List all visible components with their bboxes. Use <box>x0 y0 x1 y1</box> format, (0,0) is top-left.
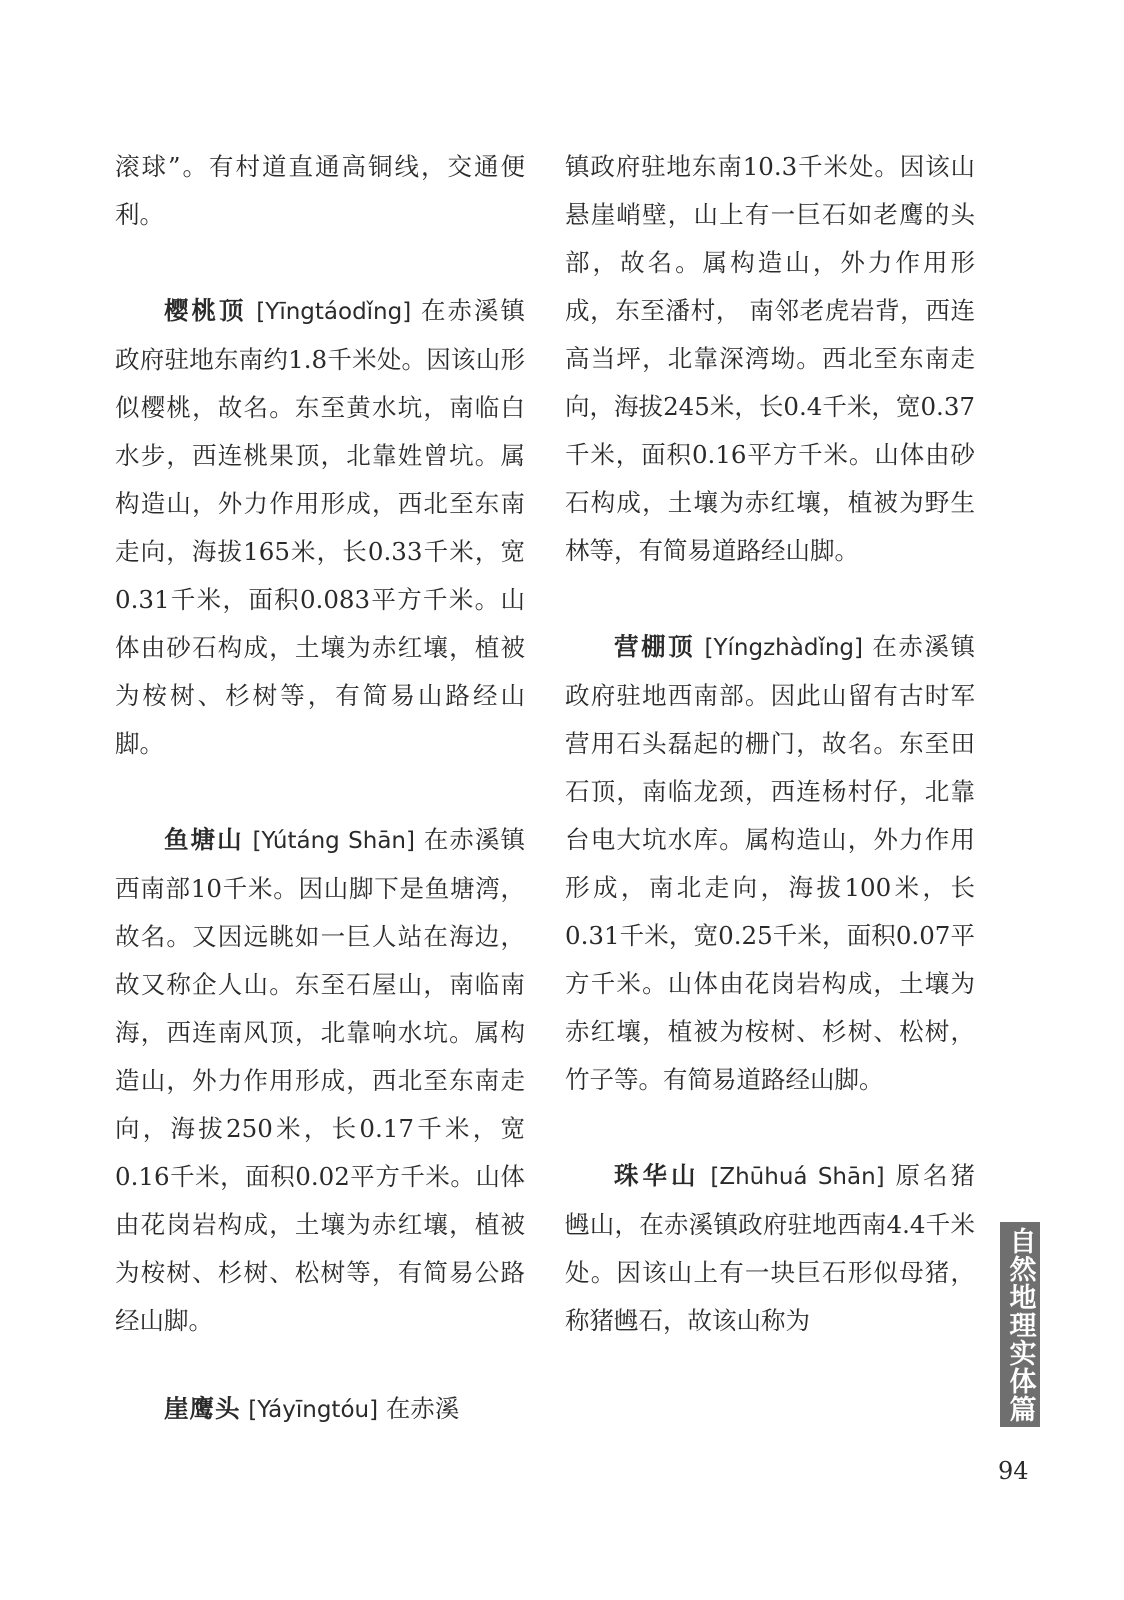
entry-zhuhuashan <box>565 1152 975 1345</box>
entry-text: 在赤溪 <box>385 1394 460 1423</box>
entry-pinyin: [Yútáng Shān] <box>252 828 415 854</box>
section-side-tab: 自然地理实体篇 <box>1000 1222 1040 1427</box>
entry-name: 崖鹰头 <box>164 1394 241 1423</box>
entry-name: 樱桃顶 <box>164 296 247 325</box>
entry-yingtaoding <box>115 287 525 768</box>
entry-pinyin: [Zhūhuá Shān] <box>710 1164 885 1190</box>
entry-pinyin: [Yíngzhàdǐng] <box>704 635 863 661</box>
entry-name: 珠华山 <box>614 1161 700 1190</box>
entry-pinyin: [Yáyīngtóu] <box>248 1397 379 1423</box>
entry-yingpengding <box>565 623 975 1104</box>
entry-yayingtou <box>115 1385 525 1434</box>
entry-pinyin: [Yīngtáodǐng] <box>256 299 412 325</box>
left-column <box>115 143 525 1434</box>
entry-text: 原名猪乸山，在赤溪镇政府驻地西南4.4千米处。因该山上有一块巨石形似母猪，称猪乸石，故该山称为 <box>565 1161 976 1335</box>
page-number: 94 <box>998 1457 1029 1485</box>
entry-name: 鱼塘山 <box>164 825 244 854</box>
left-continuation: 滚球”。有村道直通高铜线，交通便利。 <box>115 152 525 229</box>
entry-text: 在赤溪镇政府驻地西南部。因此山留有古时军营用石头磊起的栅门，故名。东至田石顶，南临龙颈，西连杨村仔，北靠台电大坑水库。属构造山，外力作用形成，南北走向，海拔100米，长0.31千米，宽0.25千米，面积0.07平方千米。山体由花岗岩构成，土壤为赤红壤，植被为桉树、杉树、松树，竹子等。有简易道路经山脚。 <box>565 632 976 1094</box>
entry-text: 在赤溪镇政府驻地东南约1.8千米处。因该山形似樱桃，故名。东至黄水坑，南临白水步，西连桃果顶，北靠姓曾坑。属构造山，外力作用形成，西北至东南走向，海拔165米，长0.33千米，宽0.31千米，面积0.083平方千米。山体由砂石构成，土壤为赤红壤，植被为桉树、杉树等，有简易山路经山脚。 <box>115 296 526 758</box>
entry-name: 营棚顶 <box>614 632 696 661</box>
entry-text: 在赤溪镇西南部10千米。因山脚下是鱼塘湾，故名。又因远眺如一巨人站在海边，故又称企人山。东至石屋山，南临南海，西连南风顶，北靠响水坑。属构造山，外力作用形成，西北至东南走向，海拔250米，长0.17千米，宽0.16千米，面积0.02平方千米。山体由花岗岩构成，土壤为赤红壤，植被为桉树、杉树、松树等，有简易公路经山脚。 <box>115 825 526 1335</box>
right-continuation: 镇政府驻地东南10.3千米处。因该山悬崖峭壁，山上有一巨石如老鹰的头部，故名。属构造山，外力作用形成，东至潘村， 南邻老虎岩背，西连高当坪，北靠深湾坳。西北至东南走向，海拔245米，长0.4千米，宽0.37千米，面积0.16平方千米。山体由砂石构成，土壤为赤红壤，植被为野生林等，有简易道路经山脚。 <box>565 152 975 565</box>
right-column <box>565 143 975 1345</box>
entry-yutangshan <box>115 816 525 1345</box>
